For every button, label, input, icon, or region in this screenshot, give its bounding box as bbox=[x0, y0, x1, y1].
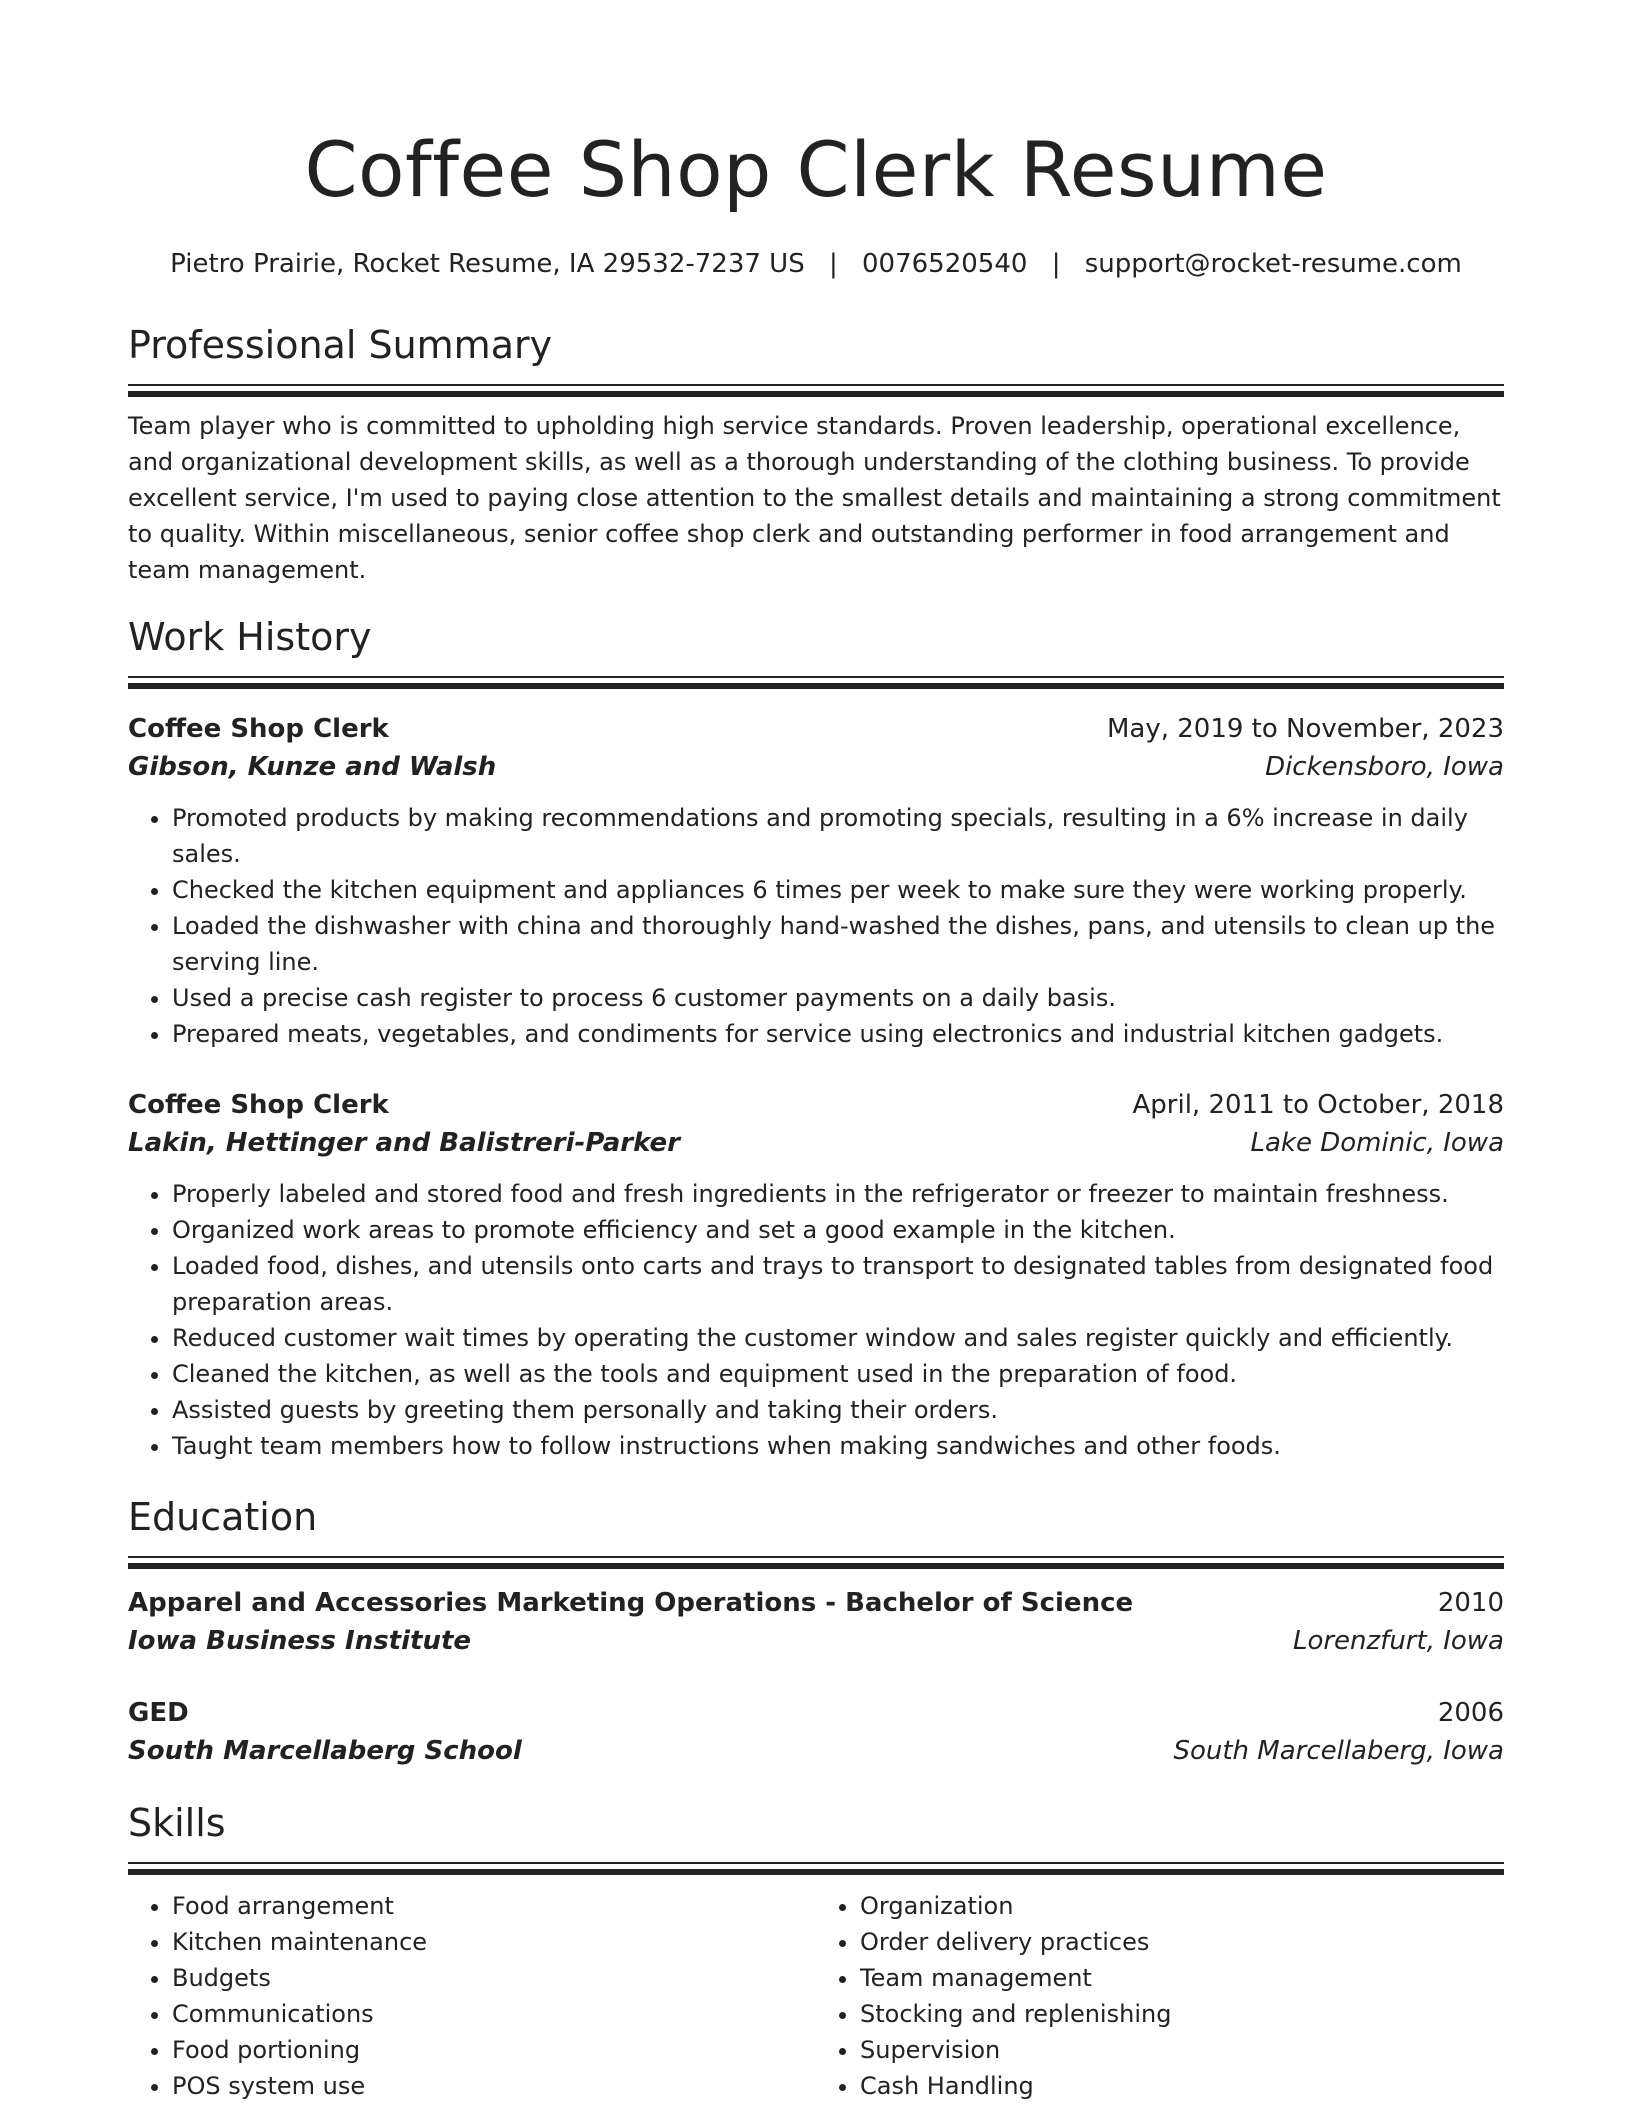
job-location: Dickensboro, Iowa bbox=[1265, 752, 1504, 782]
section-divider bbox=[128, 1862, 1504, 1874]
list-item: • Order delivery practices bbox=[860, 1924, 1504, 1960]
job-header-row bbox=[128, 1086, 1504, 1124]
list-item: • Cleaned the kitchen, as well as the tools and equipment used in the preparation of food. bbox=[172, 1356, 1504, 1392]
job-title: Coffee Shop Clerk bbox=[128, 714, 389, 744]
skills-columns bbox=[128, 1888, 1504, 2104]
section-divider bbox=[128, 384, 1504, 396]
list-item: • Loaded the dishwasher with china and thoroughly hand-washed the dishes, pans, and utensils to clean up the serving line. bbox=[172, 908, 1504, 980]
education-school: Iowa Business Institute bbox=[128, 1626, 472, 1656]
job-title: Coffee Shop Clerk bbox=[128, 1090, 389, 1120]
education-section bbox=[128, 1494, 1504, 1770]
list-item: • Taught team members how to follow instructions when making sandwiches and other foods. bbox=[172, 1428, 1504, 1464]
contact-phone: 0076520540 bbox=[862, 249, 1028, 279]
education-entry bbox=[128, 1694, 1504, 1770]
education-school-row bbox=[128, 1622, 1504, 1660]
job-entry bbox=[128, 1086, 1504, 1464]
contact-line bbox=[128, 246, 1504, 282]
list-item: • Used a precise cash register to process 6 customer payments on a daily basis. bbox=[172, 980, 1504, 1016]
job-company-row bbox=[128, 748, 1504, 786]
list-item: • Budgets bbox=[172, 1960, 816, 1996]
list-item: • Promoted products by making recommendations and promoting specials, resulting in a 6% increase in daily sales. bbox=[172, 800, 1504, 872]
list-item: • Supervision bbox=[860, 2032, 1504, 2068]
skills-section bbox=[128, 1800, 1504, 2104]
education-school: South Marcellaberg School bbox=[128, 1736, 522, 1766]
job-bullets bbox=[128, 1176, 1504, 1464]
job-bullets bbox=[128, 800, 1504, 1052]
contact-separator: | bbox=[828, 249, 838, 279]
list-item: • Loaded food, dishes, and utensils onto carts and trays to transport to designated tables from designated food preparation areas. bbox=[172, 1248, 1504, 1320]
contact-separator: | bbox=[1051, 249, 1061, 279]
job-company: Lakin, Hettinger and Balistreri-Parker bbox=[128, 1128, 680, 1158]
job-entry bbox=[128, 710, 1504, 1052]
list-item: • Food portioning bbox=[172, 2032, 816, 2068]
education-location: Lorenzfurt, Iowa bbox=[1292, 1626, 1504, 1656]
job-header-row bbox=[128, 710, 1504, 748]
education-location: South Marcellaberg, Iowa bbox=[1173, 1736, 1504, 1766]
list-item: • Team management bbox=[860, 1960, 1504, 1996]
summary-section bbox=[128, 322, 1504, 588]
contact-address: Pietro Prairie, Rocket Resume, IA 29532-7237 US bbox=[170, 249, 805, 279]
list-item: • Properly labeled and stored food and fresh ingredients in the refrigerator or freezer to maintain freshness. bbox=[172, 1176, 1504, 1212]
list-item: • Kitchen maintenance bbox=[172, 1924, 816, 1960]
education-year: 2006 bbox=[1437, 1698, 1504, 1728]
education-degree-row bbox=[128, 1694, 1504, 1732]
summary-text: Team player who is committed to upholding high service standards. Proven leadership, operational excellence, and organizational development skills, as well as a thorough understanding of the clothing business. To provide excellent service, I'm used to paying close attention to the smallest details and maintaining a strong commitment to quality. Within miscellaneous, senior coffee shop clerk and outstanding performer in food arrangement and team management. bbox=[128, 412, 1501, 584]
list-item: • Prepared meats, vegetables, and condiments for service using electronics and industrial kitchen gadgets. bbox=[172, 1016, 1504, 1052]
page-title: Coffee Shop Clerk Resume bbox=[304, 125, 1328, 214]
skills-list-right bbox=[816, 1888, 1504, 2104]
list-item: • Stocking and replenishing bbox=[860, 1996, 1504, 2032]
job-location: Lake Dominic, Iowa bbox=[1250, 1128, 1504, 1158]
list-item: • Organized work areas to promote efficiency and set a good example in the kitchen. bbox=[172, 1212, 1504, 1248]
education-degree: GED bbox=[128, 1698, 189, 1728]
list-item: • Food arrangement bbox=[172, 1888, 816, 1924]
summary-heading: Professional Summary bbox=[128, 323, 553, 367]
education-year: 2010 bbox=[1437, 1588, 1504, 1618]
list-item: • Communications bbox=[172, 1996, 816, 2032]
list-item: • POS system use bbox=[172, 2068, 816, 2104]
education-degree-row bbox=[128, 1584, 1504, 1622]
list-item: • Cash Handling bbox=[860, 2068, 1504, 2104]
job-company-row bbox=[128, 1124, 1504, 1162]
list-item: • Organization bbox=[860, 1888, 1504, 1924]
skills-heading: Skills bbox=[128, 1801, 226, 1845]
list-item: • Assisted guests by greeting them personally and taking their orders. bbox=[172, 1392, 1504, 1428]
education-entry bbox=[128, 1584, 1504, 1660]
work-history-heading: Work History bbox=[128, 615, 372, 659]
education-heading: Education bbox=[128, 1495, 318, 1539]
skills-list-left bbox=[128, 1888, 816, 2104]
section-divider bbox=[128, 1556, 1504, 1568]
job-dates: May, 2019 to November, 2023 bbox=[1106, 714, 1504, 744]
job-company: Gibson, Kunze and Walsh bbox=[128, 752, 497, 782]
list-item: • Reduced customer wait times by operating the customer window and sales register quickly and efficiently. bbox=[172, 1320, 1504, 1356]
list-item: • Checked the kitchen equipment and appliances 6 times per week to make sure they were working properly. bbox=[172, 872, 1504, 908]
education-degree: Apparel and Accessories Marketing Operations - Bachelor of Science bbox=[128, 1588, 1134, 1618]
education-school-row bbox=[128, 1732, 1504, 1770]
work-history-section bbox=[128, 614, 1504, 1464]
job-dates: April, 2011 to October, 2018 bbox=[1132, 1090, 1504, 1120]
section-divider bbox=[128, 676, 1504, 688]
contact-email: support@rocket-resume.com bbox=[1084, 249, 1462, 279]
